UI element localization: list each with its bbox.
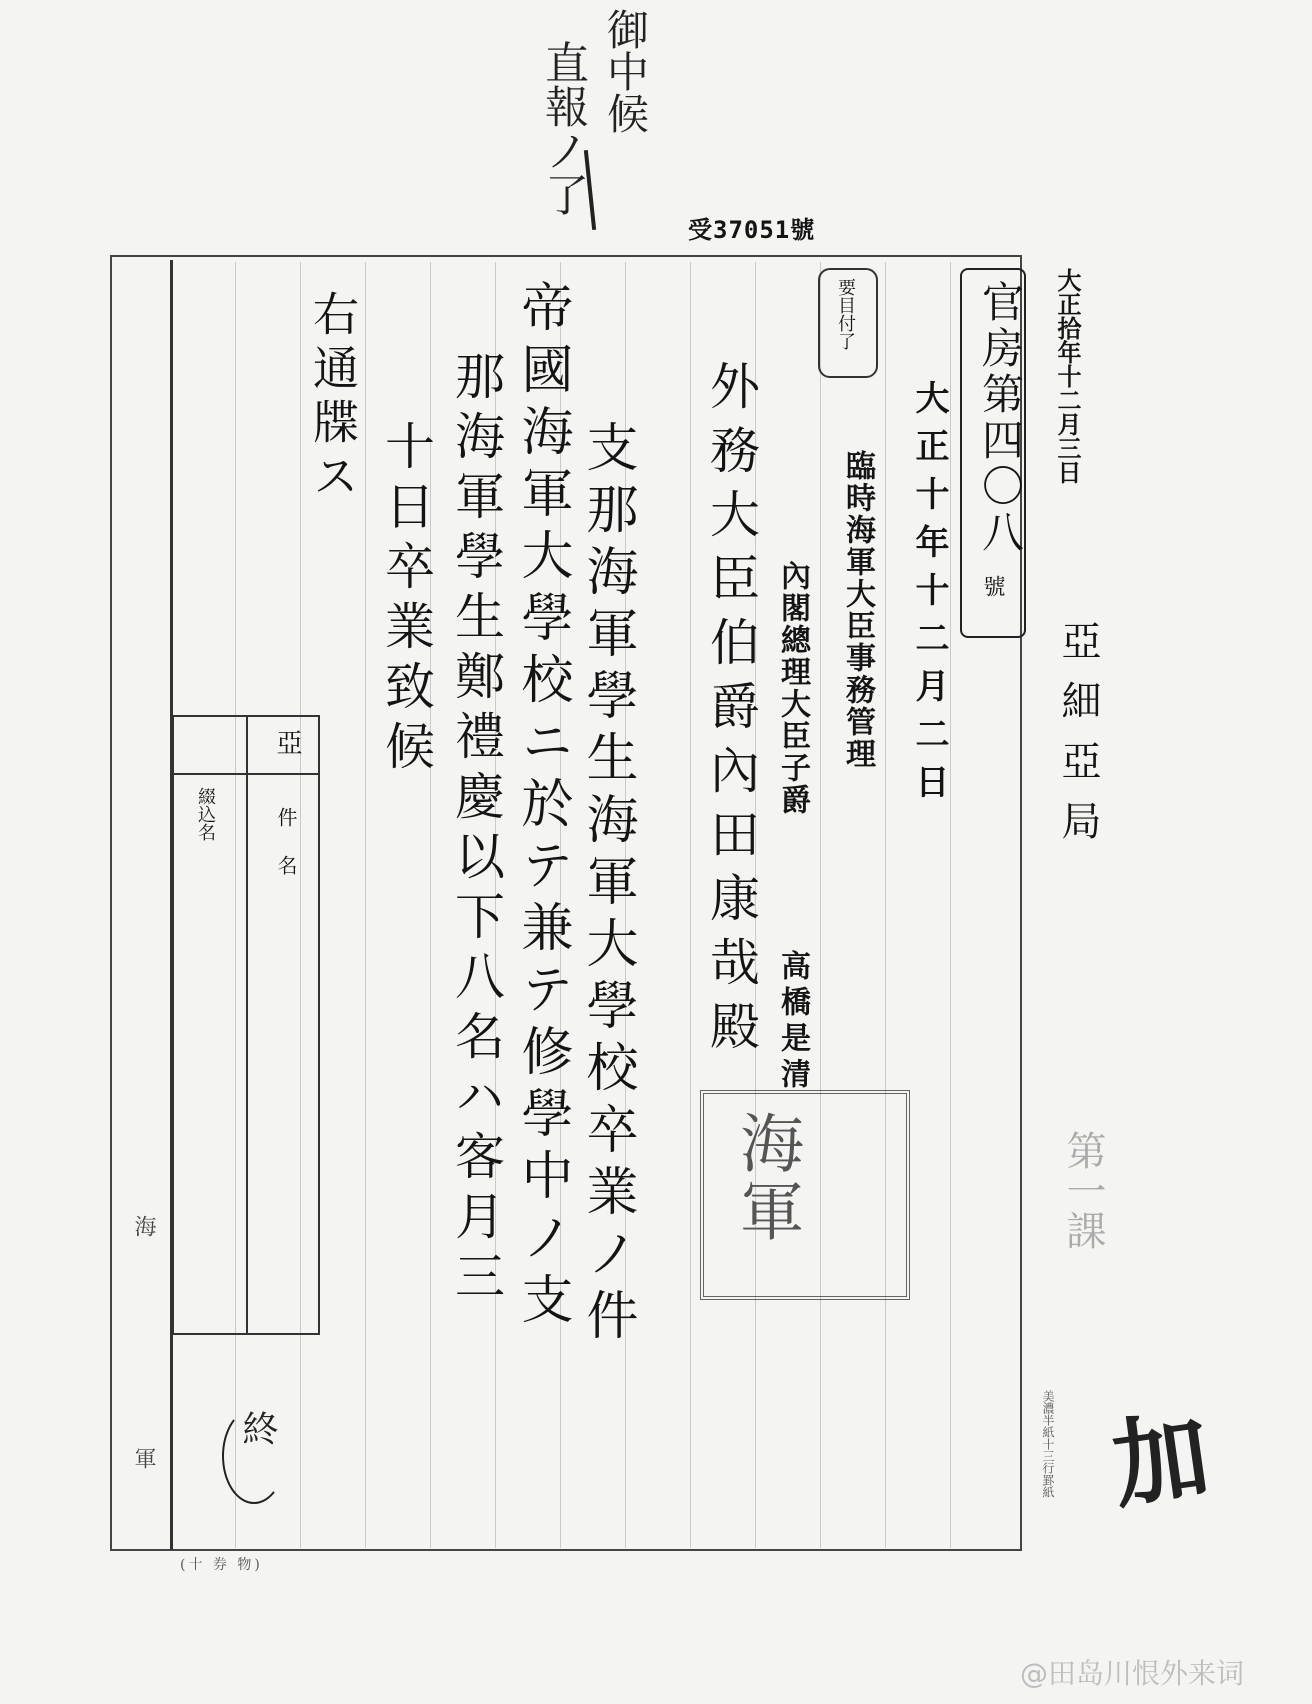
index-box [172,715,320,1335]
subject-line: 支那海軍學生海軍大學校卒業ノ件 [577,420,637,1350]
sender-office: 臨時海軍大臣事務管理 [840,450,875,770]
watermark: @田岛川恨外来词 [1020,1657,1245,1690]
handwritten-note: 御中候 [601,8,650,134]
handwritten-note: 直報ノ了 [537,40,588,216]
letter-date: 大正十年十二月二日 [909,380,949,812]
recipient-line: 外務大臣伯爵內田康哉殿 [702,360,760,1064]
rule-line [820,262,821,1548]
index-category: 亞 [272,729,302,755]
department-name: 亞細亞局 [1055,620,1101,860]
tab-stamp: 要目付了 [835,278,856,350]
receipt-number: 受37051號 [688,216,816,244]
closing-line: 右通牒ス [306,290,360,506]
body-line-3: 十日卒業致候 [377,420,435,780]
signature: 加 [1090,1402,1217,1514]
sender-title: 內閣總理大臣子爵 [775,560,810,816]
margin-mark-army: 軍 [131,1447,156,1469]
official-seal-text: 海軍 [729,1110,803,1246]
index-case-name-label: 件名 [274,807,298,903]
body-line-1: 帝國海軍大學校ニ於テ兼テ修學中ノ支 [512,280,572,1334]
index-box-divider [246,717,248,1333]
annotation-final: 終 [237,1410,278,1446]
paper-note: 美濃半紙十三行罫紙 [1041,1390,1055,1498]
docket-suffix: 號 [980,575,1005,597]
received-date: 大正拾年十二月三日 [1053,268,1082,484]
body-line-2: 那海軍學生鄭禮慶以下八名ハ客月三 [447,350,505,1310]
section-stamp: 第一課 [1060,1130,1106,1250]
footer-note: (十 券 物) [180,1557,263,1573]
rule-line [690,262,691,1548]
docket-number: 官房第四〇八 [976,280,1025,556]
sender-name: 高橋是清 [775,950,810,1094]
margin-mark-sea: 海 [131,1215,156,1237]
index-file-label: 綴込名 [195,787,216,841]
rule-line [885,262,886,1548]
